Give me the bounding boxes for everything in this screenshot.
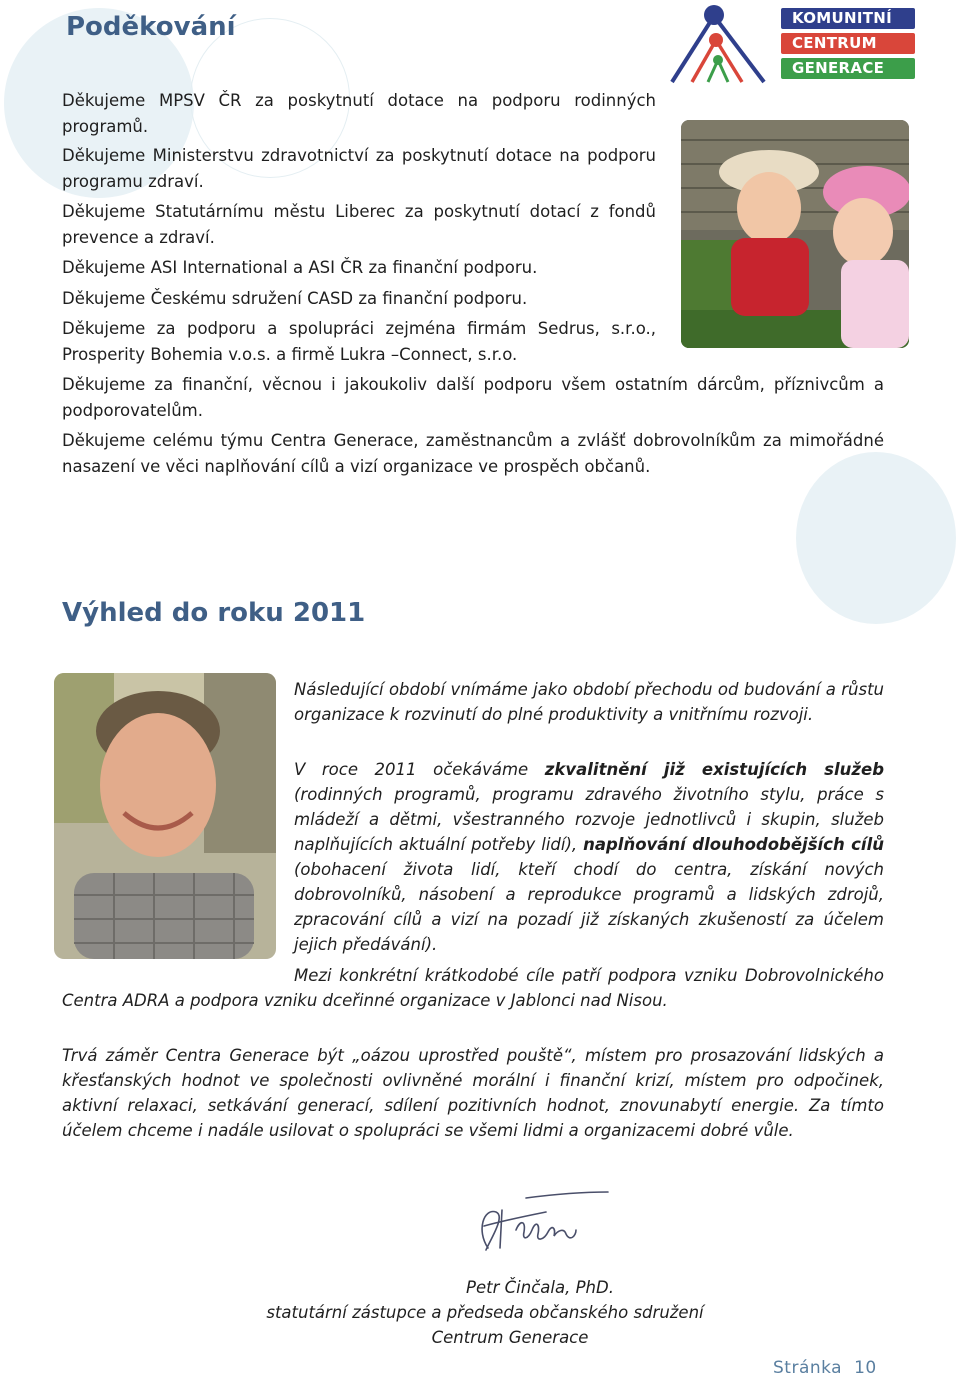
outlook-text: (obohacení života lidí, kteří chodí do centra, získání nových dobrovolníků, násobení a reprodukce programů a lidských zdrojů, zpracování cílů a vizí na pozadí již získaných zkušeností za účelem jejich předávání). (294, 860, 884, 954)
signatory-role: statutární zástupce a předseda občanského sdružení (266, 1303, 704, 1322)
thanks-paragraph: Děkujeme Statutárnímu městu Liberec za poskytnutí dotací z fondů prevence a zdraví. (62, 202, 656, 247)
thanks-paragraph: Děkujeme MPSV ČR za poskytnutí dotace na podporu rodinných programů. (62, 91, 656, 136)
logo-text-centrum: CENTRUM (781, 33, 915, 54)
thanks-paragraph: Děkujeme ASI International a ASI ČR za finanční podporu. (62, 258, 538, 277)
section-title-thanks: Poděkování (66, 12, 236, 42)
children-photo-image (681, 120, 909, 348)
thanks-paragraph: Děkujeme za finanční, věcnou i jakoukoliv další podporu všem ostatním dárcům, příznivcům a podporovatelům. (62, 375, 884, 420)
portrait-photo-image (54, 673, 276, 959)
handwritten-signature (466, 1190, 616, 1260)
outlook-emphasis: naplňování dlouhodobějších cílů (583, 835, 884, 854)
page-word: Stránka (773, 1358, 843, 1378)
outlook-paragraph (62, 963, 884, 1013)
page-number: 10 (854, 1358, 877, 1378)
outlook-text: Mezi konkrétní krátkodobé cíle patří podpora vzniku Dobrovolnického Centra ADRA a podpora vzniku dceřinné organizace v Jablonci nad Nisou. (62, 966, 884, 1010)
logo-emblem-icon (666, 2, 786, 86)
page-number-label (773, 1358, 877, 1378)
thanks-paragraph: Děkujeme celému týmu Centra Generace, zaměstnancům a zvlášť dobrovolníkům za mimořádné nasazení ve věci naplňování cílů a vizí organizace ve prospěch občanů. (62, 431, 884, 476)
outlook-paragraph: Následující období vnímáme jako období přechodu od budování a růstu organizace k rozvinutí do plné produktivity a vnitřnímu rozvoji. (294, 680, 884, 724)
outlook-text: V roce 2011 očekáváme (294, 760, 545, 779)
logo-text-generace: GENERACE (781, 58, 915, 79)
section-title-outlook: Výhled do roku 2011 (62, 598, 366, 628)
komunitni-centrum-generace-logo (666, 2, 918, 86)
signatory-name: Petr Činčala, PhD. (466, 1278, 614, 1297)
signatory-organization: Centrum Generace (431, 1328, 589, 1347)
outlook-paragraph: Trvá záměr Centra Generace být „oázou uprostřed pouště“, místem pro prosazování lidských a křesťanských hodnot ve společnosti ovlivněné morální i finanční krizí, místem pro odpočinek, aktivní relaxaci, setkávání generací, sdílení pozitivních hodnot, znovunabytí energie. Za tímto účelem chceme i nadále usilovat o spolupráci se všemi lidmi a organizacemi dobré vůle. (62, 1046, 884, 1140)
outlook-paragraph (294, 757, 884, 957)
outlook-text: (rodinných programů, programu zdravého životního stylu, práce s mládeží a dětmi, všestranného rozvoje jednotlivců i skupin, služeb naplňujících aktuální potřeby lidí), (294, 785, 884, 854)
children-photo (681, 120, 909, 348)
thanks-paragraph: Děkujeme Českému sdružení CASD za finanční podporu. (62, 289, 528, 308)
logo-text-komunitni: KOMUNITNÍ (781, 8, 915, 29)
thanks-paragraph: Děkujeme za podporu a spolupráci zejména firmám Sedrus, s.r.o., Prosperity Bohemia v.o.s. a firmě Lukra –Connect, s.r.o. (62, 319, 656, 364)
thanks-paragraph: Děkujeme Ministerstvu zdravotnictví za poskytnutí dotace na podporu programu zdraví. (62, 146, 656, 191)
outlook-emphasis: zkvalitnění již existujících služeb (544, 760, 885, 779)
portrait-photo (54, 673, 276, 959)
